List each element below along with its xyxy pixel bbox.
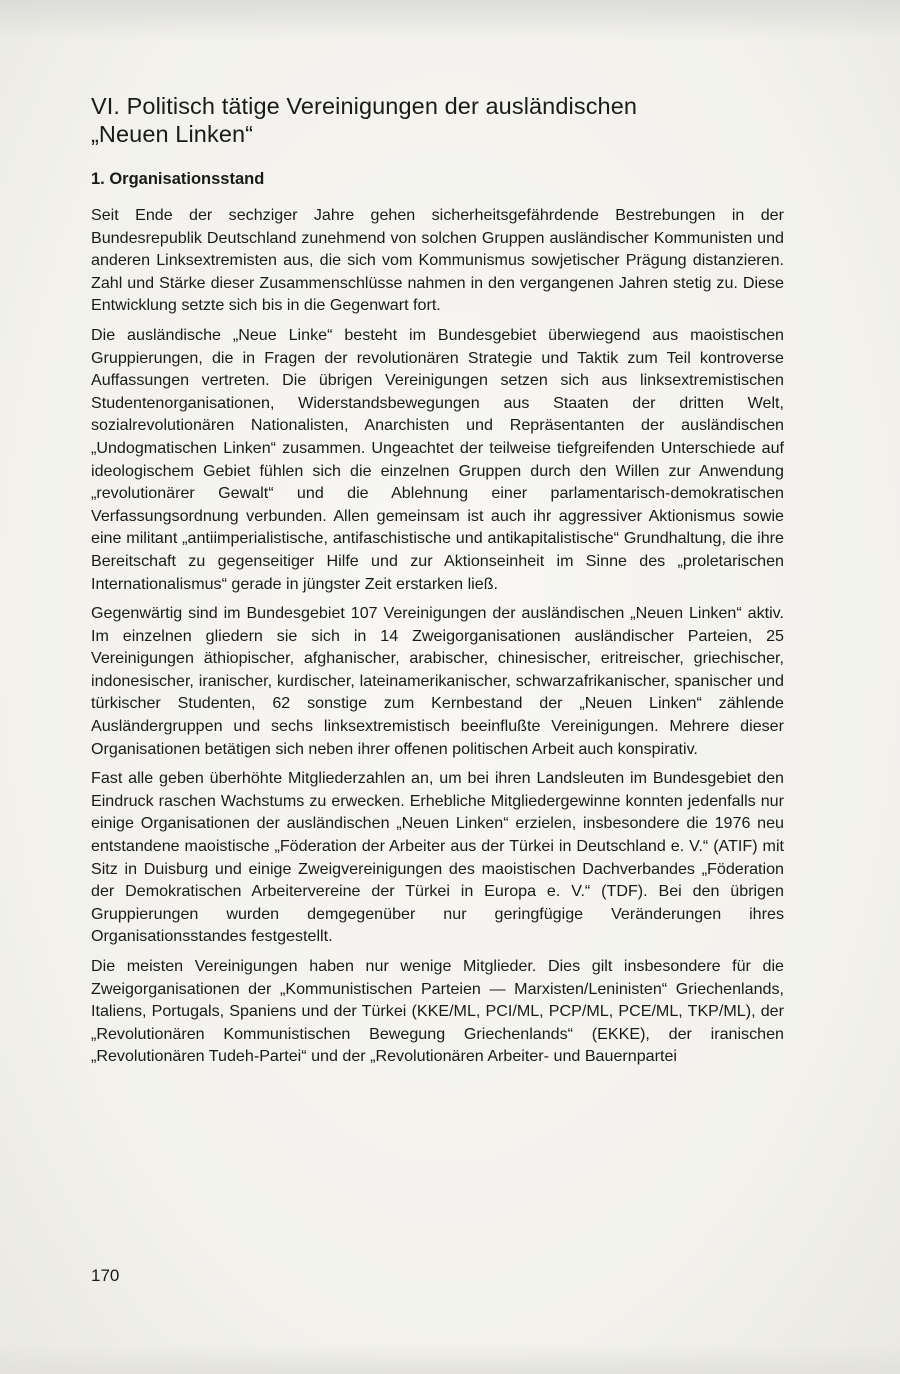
page-number: 170 xyxy=(91,1266,120,1285)
chapter-title-line-2: „Neuen Linken“ xyxy=(91,121,254,147)
chapter-title-line-1: VI. Politisch tätige Vereinigungen der ausländischen xyxy=(91,93,638,119)
section-heading: 1. Organisationsstand xyxy=(91,170,265,188)
paragraph-2: Die ausländische „Neue Linke“ besteht im Bundesgebiet überwiegend aus maoistischen Gruppierungen, die in Fragen der revolutionären Strategie und Taktik zum Teil kontroverse Auffassungen vertreten. Die übrigen Vereinigungen setzen sich aus linksextremistischen Studentenorganisationen, Widerstandsbewegungen aus Staaten der dritten Welt, sozialrevolutionären Nationalisten, Anarchisten und Repräsentanten der ausländischen „Undogmatischen Linken“ zusammen. Ungeachtet der teilweise tiefgreifenden Unterschiede auf ideologischem Gebiet fühlen sich die einzelnen Gruppen durch den Willen zur Anwendung „revolutionärer Gewalt“ und die Ablehnung einer parlamentarisch-demokratischen Verfassungsordnung verbunden. Allen gemeinsam ist auch ihr aggressiver Aktionismus sowie eine militant „antiimperialistische, antifaschistische und antikapitalistische“ Grundhaltung, die ihre Bereitschaft zu gegenseitiger Hilfe und zur Aktionseinheit im Sinne des „proletarischen Internationalismus“ gerade in jüngster Zeit erstarken ließ. xyxy=(91,325,784,593)
scan-bottom-shadow xyxy=(0,1344,900,1374)
body-text xyxy=(91,204,784,1075)
scan-top-shadow xyxy=(0,0,900,40)
paragraph-4: Fast alle geben überhöhte Mitgliederzahlen an, um bei ihren Landsleuten im Bundesgebiet den Eindruck raschen Wachstums zu erwecken. Erhebliche Mitgliedergewinne konnten jedenfalls nur einige Organisationen der ausländischen „Neuen Linken“ erzielen, insbesondere die 1976 neu entstandene maoistische „Föderation der Arbeiter aus der Türkei in Deutschland e. V.“ (ATIF) mit Sitz in Duisburg und einige Zweigvereinigungen des maoistischen Dachverbandes „Föderation der Demokratischen Arbeitervereine der Türkei in Europa e. V.“ (TDF). Bei den übrigen Gruppierungen wurden demgegenüber nur geringfügige Veränderungen ihres Organisationsstandes festgestellt. xyxy=(91,769,784,946)
chapter-title xyxy=(91,92,811,148)
paragraph-1: Seit Ende der sechziger Jahre gehen sicherheitsgefährdende Bestrebungen in der Bundesrepublik Deutschland zunehmend von solchen Gruppen ausländischer Kommunisten und anderen Linksextremisten aus, die sich vom Kommunismus sowjetischer Prägung distanzieren. Zahl und Stärke dieser Zusammenschlüsse nahmen in den vergangenen Jahren stetig zu. Diese Entwicklung setzte sich bis in die Gegenwart fort. xyxy=(91,206,784,315)
paragraph-5: Die meisten Vereinigungen haben nur wenige Mitglieder. Dies gilt insbesondere für die Zweigorganisationen der „Kommunistischen Parteien — Marxisten/Leninisten“ Griechenlands, Italiens, Portugals, Spaniens und der Türkei (KKE/ML, PCI/ML, PCP/ML, PCE/ML, TKP/ML), der „Revolutionären Kommunistischen Bewegung Griechenlands“ (EKKE), der iranischen „Revolutionären Tudeh-Partei“ und der „Revolutionären Arbeiter- und Bauernpartei xyxy=(91,957,784,1066)
paragraph-3: Gegenwärtig sind im Bundesgebiet 107 Vereinigungen der ausländischen „Neuen Linken“ aktiv. Im einzelnen gliedern sie sich in 14 Zweigorganisationen ausländischer Parteien, 25 Vereinigungen äthiopischer, afghanischer, arabischer, chinesischer, eritreischer, griechischer, indonesischer, iranischer, kurdischer, lateinamerikanischer, schwarzafrikanischer, spanischer und türkischer Studenten, 62 sonstige zum Kernbestand der „Neuen Linken“ zählende Ausländergruppen und sechs linksextremistisch beeinflußte Vereinigungen. Mehrere dieser Organisationen betätigen sich neben ihrer offenen politischen Arbeit auch konspirativ. xyxy=(91,604,784,758)
